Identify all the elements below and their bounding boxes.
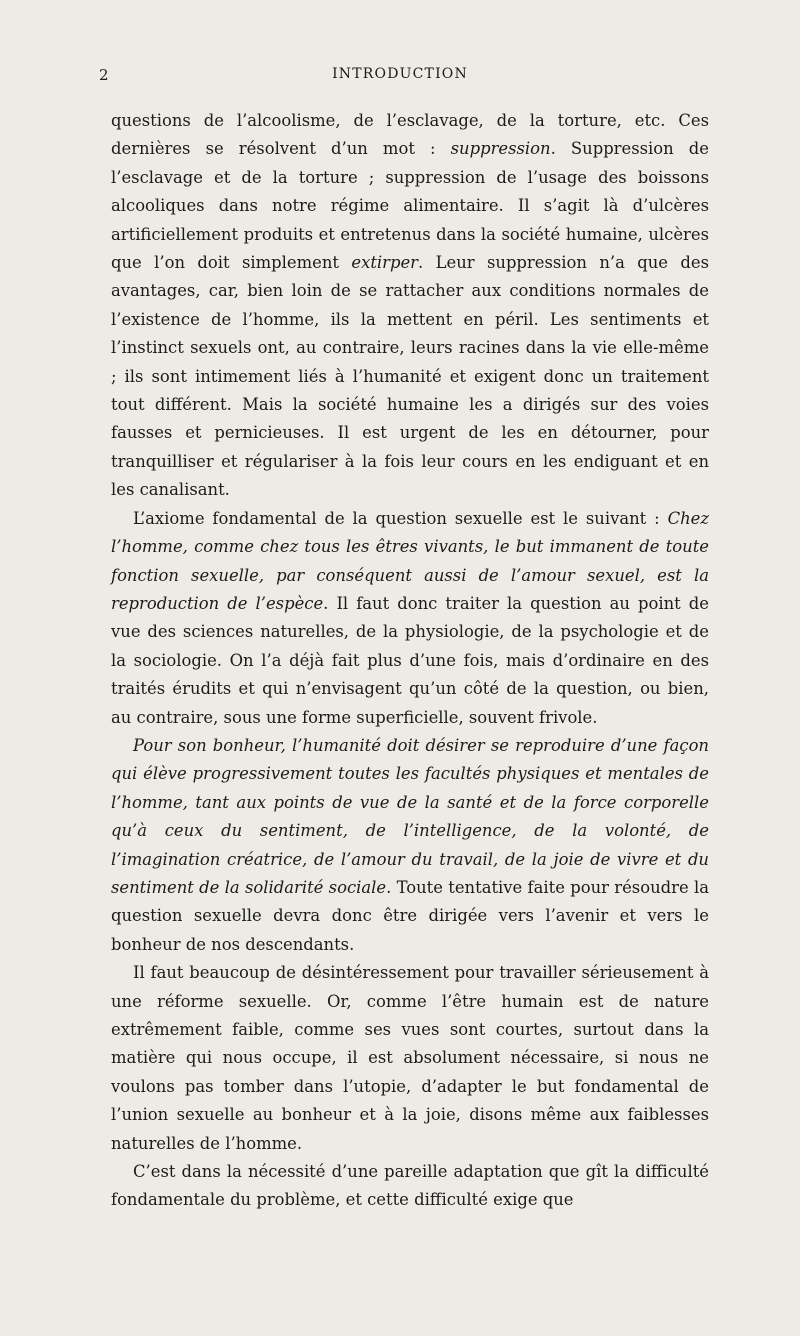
- text-run: . Leur suppression n’a que des avantages, car, bien loin de se rattacher aux conditions normales de l’existence de l’homme, ils la mettent en péril. Les sentiments et l’instinct sexuels ont, au contraire, leurs racines dans la vie elle-même ; ils sont intimement liés à l’humanité et exigent donc un traitement tout différent. Mais la société humaine les a dirigés sur des voies fausses et pernicieuses. Il est urgent de les en détourner, pour tranquilliser et régulariser à la fois leur cours en les endiguant et en les canalisant.: [111, 253, 709, 500]
- paragraph: [111, 732, 709, 959]
- italic-text: Pour son bonheur, l’humanité doit désirer se reproduire d’une façon qui élève progressivement toutes les facultés physiques et mentales de l’homme, tant aux points de vue de la santé et de la force corporelle qu’à ceux du sentiment, de l’intelligence, de la volonté, de l’imagination créatrice, de l’amour du travail, de la joie de vivre et du sentiment de la solidarité sociale: [111, 735, 709, 897]
- paragraph: [111, 107, 709, 505]
- italic-text: suppression: [450, 139, 551, 159]
- paragraph: [111, 505, 709, 732]
- text-run: questions de l’alcoolisme, de l’esclavage, de la torture, etc. Ces dernières se résolvent d’un mot :: [111, 111, 709, 159]
- text-run: . Toute tentative faite pour résoudre la question sexuelle devra donc être dirigée vers l’avenir et vers le bonheur de nos descendants.: [111, 877, 709, 954]
- text-run: L’axiome fondamental de la question sexuelle est le suivant :: [133, 508, 668, 528]
- running-title: INTRODUCTION: [332, 66, 468, 82]
- body-text: [111, 107, 709, 1215]
- page-header: [0, 66, 800, 90]
- italic-text: Chez l’homme, comme chez tous les êtres vivants, le but immanent de toute fonction sexuelle, par conséquent aussi de l’amour sexuel, est la reproduction de l’espèce: [111, 508, 709, 613]
- text-run: . Suppression de l’esclavage et de la torture ; suppression de l’usage des boissons alcooliques dans notre régime alimentaire. Il s’agit là d’ulcères artificiellement produits et entretenus dans la société humaine, ulcères que l’on doit simplement: [111, 139, 709, 273]
- paragraph: [111, 959, 709, 1158]
- text-run: C’est dans la nécessité d’une pareille adaptation que gît la difficulté fondamentale du problème, et cette difficulté exige que: [111, 1162, 709, 1210]
- italic-text: extirper: [351, 253, 419, 273]
- paragraph: [111, 1158, 709, 1215]
- text-run: . Il faut donc traiter la question au point de vue des sciences naturelles, de la physiologie, de la psychologie et de la sociologie. On l’a déjà fait plus d’une fois, mais d’ordinaire en des traités érudits et qui n’envisagent qu’un côté de la question, ou bien, au contraire, sous une forme superficielle, souvent frivole.: [111, 593, 709, 727]
- text-run: Il faut beaucoup de désintéressement pour travailler sérieusement à une réforme sexuelle. Or, comme l’être humain est de nature extrêmement faible, comme ses vues sont courtes, surtout dans la matière qui nous occupe, il est absolument nécessaire, si nous ne voulons pas tomber dans l’utopie, d’adapter le but fondamental de l’union sexuelle au bonheur et à la joie, disons même aux faiblesses naturelles de l’homme.: [111, 963, 709, 1153]
- page-number: 2: [99, 66, 110, 84]
